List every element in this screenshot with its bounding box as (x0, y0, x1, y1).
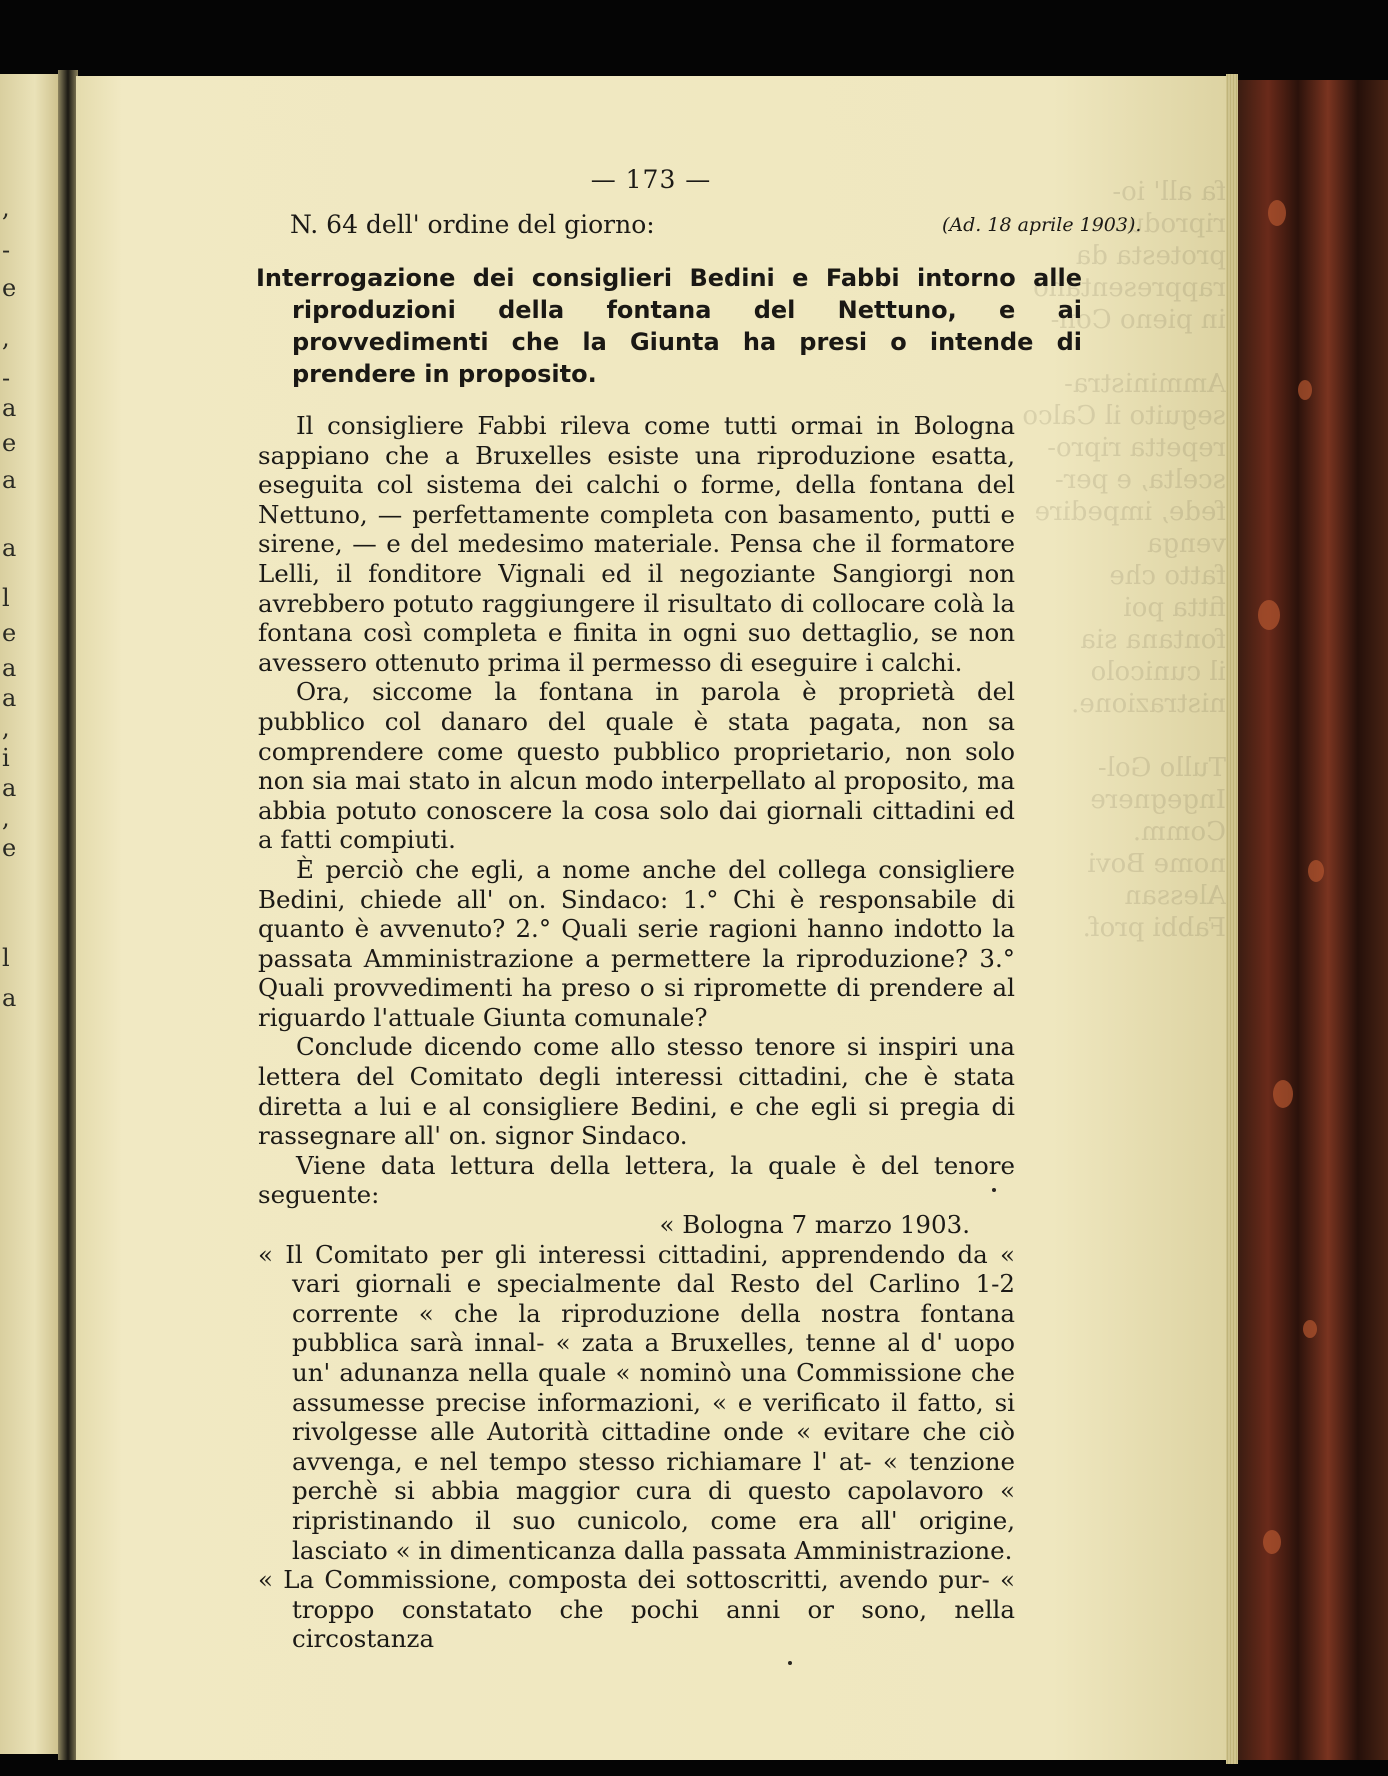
facing-page-char: , (2, 194, 10, 222)
paragraph: Viene data lettura della lettera, la quale è del tenore seguente: (258, 1150, 1015, 1210)
ink-spot (992, 1188, 996, 1192)
facing-page-char: a (2, 654, 17, 682)
letter-date: « Bologna 7 marzo 1903. (659, 1210, 970, 1240)
book-gutter (58, 70, 78, 1760)
facing-page-char: e (2, 274, 17, 302)
page (76, 76, 1226, 1760)
left-page-edge (0, 74, 58, 1754)
facing-page-char: a (2, 394, 17, 422)
facing-page-char: a (2, 534, 17, 562)
section-heading: Interrogazione dei consiglieri Bedini e Fabbi intorno alle riproduzioni della fontana del Nettuno, e ai provvedimenti che la Giunta ha presi o intende di prendere in proposito. (256, 264, 1082, 388)
body-text (258, 411, 1015, 1654)
book-cover-edge (1238, 80, 1388, 1760)
facing-page-char: , (2, 324, 10, 352)
paragraph: Ora, siccome la fontana in parola è proprietà del pubblico col danaro del quale è stata pagata, non sa comprendere come questo pubblico proprietario, non solo non sia mai stato in alcun modo interpellato al proposito, ma abbia potuto conoscere la cosa solo dai giornali cittadini ed a fatti compiuti. (258, 677, 1015, 855)
facing-page-char: l (2, 584, 10, 612)
facing-page-char: a (2, 466, 17, 494)
order-of-day: N. 64 dell' ordine del giorno: (290, 210, 655, 239)
facing-page-char: a (2, 684, 17, 712)
facing-page-char: e (2, 619, 17, 647)
facing-page-char: l (2, 944, 10, 972)
ink-spot (788, 1661, 792, 1665)
facing-page-char: e (2, 834, 17, 862)
page-stack-edge (1226, 74, 1238, 1764)
bleed-through-text: fa all' io- riprodu protesta da rappresentano in pieno Con- Amministra- seguito il Calco repetta ripro- scelta, e per- fede, impedire venga fatto che fitta poi fontana sia il cunicolo nistrazione. Tullo Gol- Ingegnere Comm. nome Bovi Alessan Fabbi prof. (1022, 177, 1226, 943)
paragraph: Conclude dicendo come allo stesso tenore si inspiri una lettera del Comitato degli interessi cittadini, che è stata diretta a lui e al consigliere Bedini, e che egli si pregia di rassegnare all' on. signor Sindaco. (258, 1032, 1015, 1151)
facing-page-char: e (2, 429, 17, 457)
facing-page-char: - (2, 364, 11, 392)
facing-page-char: , (2, 804, 10, 832)
quoted-letter: « Il Comitato per gli interessi cittadini, apprendendo da « vari giornali e specialmente dal Resto del Carlino 1-2 corrente « che la riproduzione della nostra fontana pubblica sarà innal- « zata a Bruxelles, tenne al d' uopo un' adunanza nella quale « nominò una Commissione che assumesse precise informazioni, « e verificato il fatto, si rivolgesse alle Autorità cittadine onde « evitare che ciò avvenga, e nel tempo stesso richiamare l' at- « tenzione perchè si abbia maggior cura di questo capolavoro « ripristinando il suo cunicolo, come era all' origine, lasciato « in dimenticanza dalla passata Amministrazione. (258, 1239, 1015, 1565)
facing-page-char: a (2, 774, 17, 802)
session-date: (Ad. 18 aprile 1903). (942, 214, 1142, 236)
facing-page-char: i (2, 744, 10, 772)
facing-page-char: a (2, 984, 17, 1012)
facing-page-char: , (2, 714, 10, 742)
quoted-letter: « La Commissione, composta dei sottoscritti, avendo pur- « troppo constatato che pochi anni or sono, nella circostanza (258, 1565, 1015, 1654)
paragraph: Il consigliere Fabbi rileva come tutti ormai in Bologna sappiano che a Bruxelles esiste una riproduzione esatta, eseguita col sistema dei calchi o forme, della fontana del Nettuno, — perfettamente completa con basamento, putti e sirene, — e del medesimo materiale. Pensa che il formatore Lelli, il fonditore Vignali ed il negoziante Sangiorgi non avrebbero potuto raggiungere il risultato di collocare colà la fontana così completa e finita in ogni suo dettaglio, se non avessero ottenuto prima il permesso di eseguire i calchi. (258, 411, 1015, 677)
page-number: — 173 — (590, 165, 712, 194)
facing-page-char: - (2, 236, 11, 264)
paragraph: È perciò che egli, a nome anche del collega consigliere Bedini, chiede all' on. Sindaco: 1.° Chi è responsabile di quanto è avvenuto? 2.° Quali serie ragioni hanno indotto la passata Amministrazione a permettere la riproduzione? 3.° Quali provvedimenti ha preso o si ripromette di prendere al riguardo l'attuale Giunta comunale? (258, 854, 1015, 1032)
